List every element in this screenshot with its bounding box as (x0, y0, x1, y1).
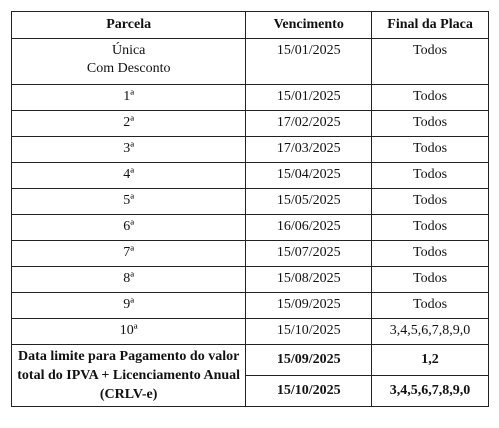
limit-row (12, 345, 489, 376)
limit-placa: 1,2 (372, 345, 489, 376)
parcela-cell: 2ª (12, 111, 246, 137)
placa-cell: Todos (372, 111, 489, 137)
limit-vencimento: 15/10/2025 (246, 376, 372, 407)
parcela-com-desconto: Com Desconto (86, 61, 171, 76)
parcela-cell (12, 39, 246, 85)
vencimento-cell: 15/08/2025 (246, 267, 372, 293)
limit-vencimento: 15/09/2025 (246, 345, 372, 376)
vencimento-cell: 17/02/2025 (246, 111, 372, 137)
parcela-unica: Única (111, 43, 146, 58)
vencimento-cell: 15/05/2025 (246, 189, 372, 215)
limit-placa: 3,4,5,6,7,8,9,0 (372, 376, 489, 407)
vencimento-cell: 15/01/2025 (246, 39, 372, 85)
parcela-cell: 7ª (12, 241, 246, 267)
header-parcela: Parcela (12, 12, 246, 39)
placa-cell: Todos (372, 241, 489, 267)
parcela-cell: 1ª (12, 85, 246, 111)
parcela-cell: 3ª (12, 137, 246, 163)
table-row (12, 293, 489, 319)
table-row (12, 189, 489, 215)
vencimento-cell: 15/01/2025 (246, 85, 372, 111)
parcela-cell: 6ª (12, 215, 246, 241)
ipva-schedule (11, 11, 489, 407)
parcela-cell: 5ª (12, 189, 246, 215)
placa-cell: Todos (372, 215, 489, 241)
placa-cell: Todos (372, 137, 489, 163)
vencimento-cell: 15/10/2025 (246, 319, 372, 345)
vencimento-cell: 16/06/2025 (246, 215, 372, 241)
table-row (12, 39, 489, 85)
table-row (12, 241, 489, 267)
ipva-schedule-table (11, 11, 489, 407)
header-vencimento: Vencimento (246, 12, 372, 39)
header-row (12, 12, 489, 39)
vencimento-cell: 15/07/2025 (246, 241, 372, 267)
parcela-cell: 4ª (12, 163, 246, 189)
table-row (12, 215, 489, 241)
parcela-cell: 10ª (12, 319, 246, 345)
placa-cell: Todos (372, 85, 489, 111)
placa-cell: Todos (372, 189, 489, 215)
parcela-cell: 9ª (12, 293, 246, 319)
table-row (12, 267, 489, 293)
placa-cell: Todos (372, 163, 489, 189)
header-final-placa: Final da Placa (372, 12, 489, 39)
table-row (12, 137, 489, 163)
placa-cell: 3,4,5,6,7,8,9,0 (372, 319, 489, 345)
table-row (12, 163, 489, 189)
placa-cell: Todos (372, 39, 489, 85)
vencimento-cell: 17/03/2025 (246, 137, 372, 163)
table-row (12, 111, 489, 137)
table-row (12, 85, 489, 111)
parcela-cell: 8ª (12, 267, 246, 293)
limit-label: Data limite para Pagamento do valor total do IPVA + Licenciamento Anual (CRLV-e) (12, 345, 246, 407)
vencimento-cell: 15/09/2025 (246, 293, 372, 319)
vencimento-cell: 15/04/2025 (246, 163, 372, 189)
table-row (12, 319, 489, 345)
placa-cell: Todos (372, 267, 489, 293)
placa-cell: Todos (372, 293, 489, 319)
